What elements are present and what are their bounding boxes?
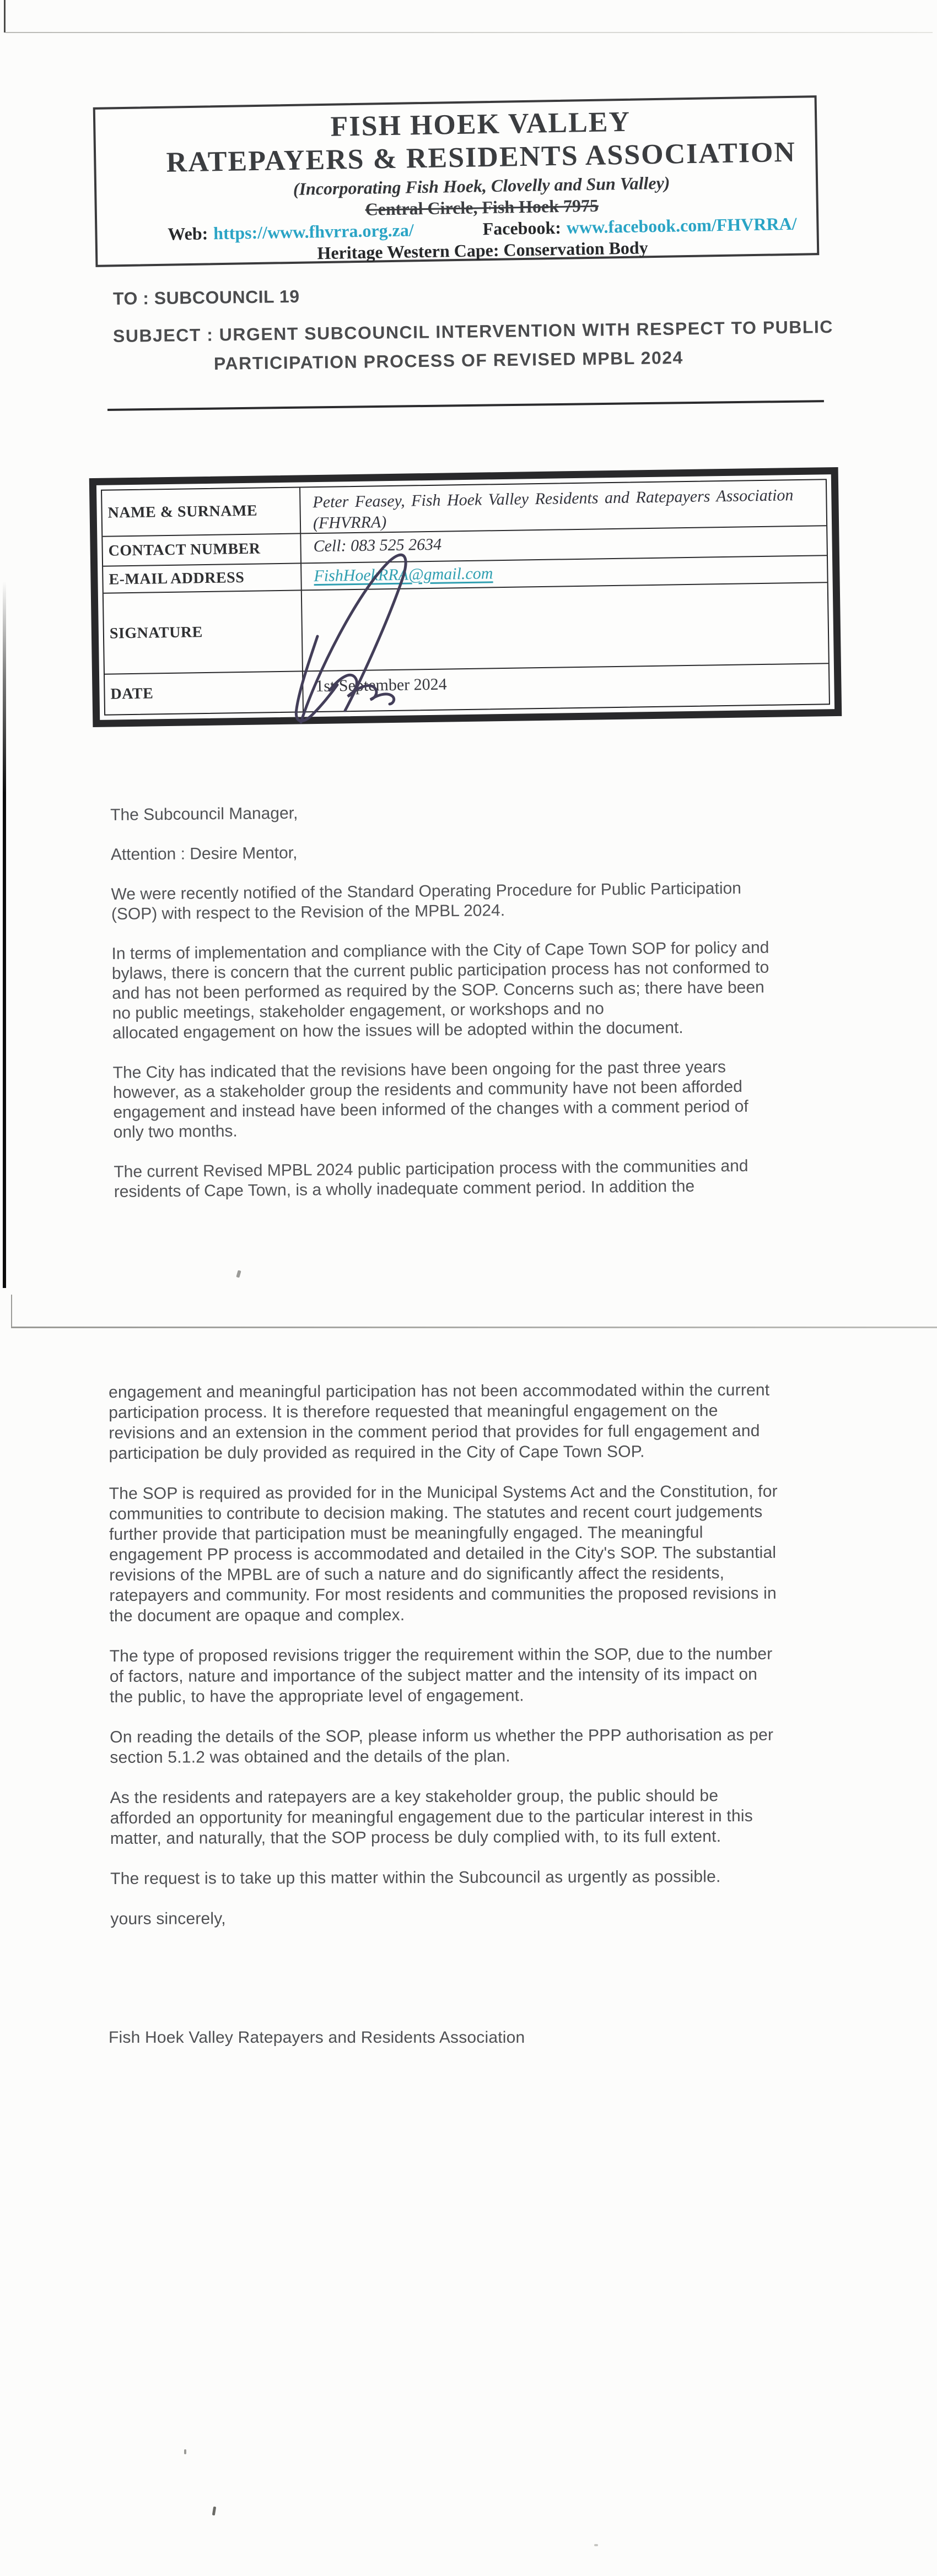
org-name-line2: RATEPAYERS & RESIDENTS ASSOCIATION: [166, 136, 796, 178]
paragraph: In terms of implementation and compliance with the City of Cape Town SOP for policy and bylaws, there is concern that the current public participation process has not conformed to and has not been performed as required by the SOP. Concerns such as; there have been no public meetings, stakeholder engagement, or workshops and no allocated engagement on how the issues will be adopted within the document.: [111, 938, 769, 1042]
paragraph: engagement and meaningful participation has not been accommodated within the current participation process. It is therefore requested that meaningful engagement on the revisions and an extension in the comment period that provides for full engagement and participation be duly provided as required in the City of Cape Town SOP.: [109, 1381, 770, 1463]
paragraph: yours sincerely,: [110, 1909, 226, 1928]
page1-bottom-corner-artifact: [11, 1295, 12, 1328]
paragraph: The current Revised MPBL 2024 public participation process with the communities and residents of Cape Town, is a wholly inadequate comment period. In addition the: [114, 1156, 748, 1201]
paragraph: Attention : Desire Mentor,: [110, 843, 298, 864]
contact-details-grid: [101, 479, 830, 715]
heritage-line: Heritage Western Cape: Conservation Body: [317, 237, 648, 263]
links-spacer: [414, 235, 483, 236]
row-label-signature: SIGNATURE: [104, 591, 303, 674]
row-label-email: E-MAIL ADDRESS: [103, 564, 302, 593]
paragraph: The SOP is required as provided for in the Municipal Systems Act and the Constitution, for communities to contribute to decision making. The statutes and recent court judgements further provide that participation must be meaningfully engaged. The meaningful engagement PP process is accommodated and detailed in the City's SOP. The substantial revisions of the MPBL are of such a nature and do significantly affect the residents, ratepayers and community. For most residents and communities the proposed revisions in the document are opaque and complex.: [109, 1482, 778, 1625]
signature-block-name: Fish Hoek Valley Ratepayers and Residents Association: [109, 2028, 525, 2047]
scan-speck: [212, 2507, 216, 2516]
web-label: Web:: [168, 223, 208, 244]
email-link[interactable]: FishHoekRRA@gmail.com: [314, 564, 493, 586]
facebook-label: Facebook:: [482, 217, 562, 239]
org-subtitle: (Incorporating Fish Hoek, Clovelly and Sun Valley): [293, 172, 670, 199]
subject-divider-rule: [107, 400, 824, 411]
page-top-edge-artifact: [6, 32, 933, 33]
paragraph: The City has indicated that the revisions have been ongoing for the past three years however, as a stakeholder group the residents and community have not been afforded engagement and instead have been informed of the changes with a comment period of only two months.: [112, 1058, 748, 1141]
website-link[interactable]: https://www.fhvrra.org.za/: [213, 220, 414, 243]
scan-speck: [236, 1270, 241, 1278]
struck-address-text: Central Circle, Fish Hoek 7975: [365, 195, 599, 219]
to-line: TO : SUBCOUNCIL 19: [112, 286, 300, 309]
row-label-contact: CONTACT NUMBER: [103, 534, 301, 566]
paragraph: As the residents and ratepayers are a key stakeholder group, the public should be afforded an opportunity for meaningful engagement due to the particular interest in this matter, and naturally, that the SOP process be duly complied with, to its full extent.: [110, 1787, 753, 1848]
association-letterhead: [93, 95, 820, 267]
scan-speck: [184, 2449, 186, 2454]
subject-line1: SUBJECT : URGENT SUBCOUNCIL INTERVENTION WITH RESPECT TO PUBLIC: [112, 316, 834, 346]
facebook-link[interactable]: www.facebook.com/FHVRRA/: [566, 213, 797, 237]
row-value-signature: [302, 583, 828, 672]
row-label-date: DATE: [105, 672, 304, 714]
letter-body-page1: [110, 798, 869, 1222]
row-value-contact: Cell: 083 525 2634: [301, 526, 827, 564]
contact-details-table: [89, 467, 842, 727]
paragraph: The request is to take up this matter within the Subcouncil as urgently as possible.: [110, 1868, 721, 1888]
scan-speck: [594, 2544, 598, 2546]
row-value-name: Peter Feasey, Fish Hoek Valley Residents and Ratepayers Association (FHVRRA): [300, 480, 826, 534]
subject-line2: PARTICIPATION PROCESS OF REVISED MPBL 2024: [213, 347, 684, 374]
paragraph: The type of proposed revisions trigger the requirement within the SOP, due to the number of factors, nature and importance of the subject matter and the intensity of its impact on the public, to have the appropriate level of engagement.: [109, 1644, 773, 1706]
row-value-date: 1st September 2024: [315, 675, 447, 696]
row-label-name: NAME & SURNAME: [102, 488, 301, 537]
page-corner-tick-artifact: [4, 0, 6, 33]
letter-body-page2: [109, 1379, 871, 1949]
paragraph: The Subcouncil Manager,: [110, 804, 298, 824]
org-name-line1: FISH HOEK VALLEY: [330, 106, 631, 143]
page-break-line: [11, 1327, 937, 1328]
paragraph: We were recently notified of the Standard Operating Procedure for Public Participation (SOP) with respect to the Revision of the MPBL 2024.: [111, 879, 742, 923]
paragraph: On reading the details of the SOP, please inform us whether the PPP authorisation as per section 5.1.2 was obtained and the details of the plan.: [110, 1725, 774, 1767]
left-scan-line-artifact: [3, 581, 6, 1288]
